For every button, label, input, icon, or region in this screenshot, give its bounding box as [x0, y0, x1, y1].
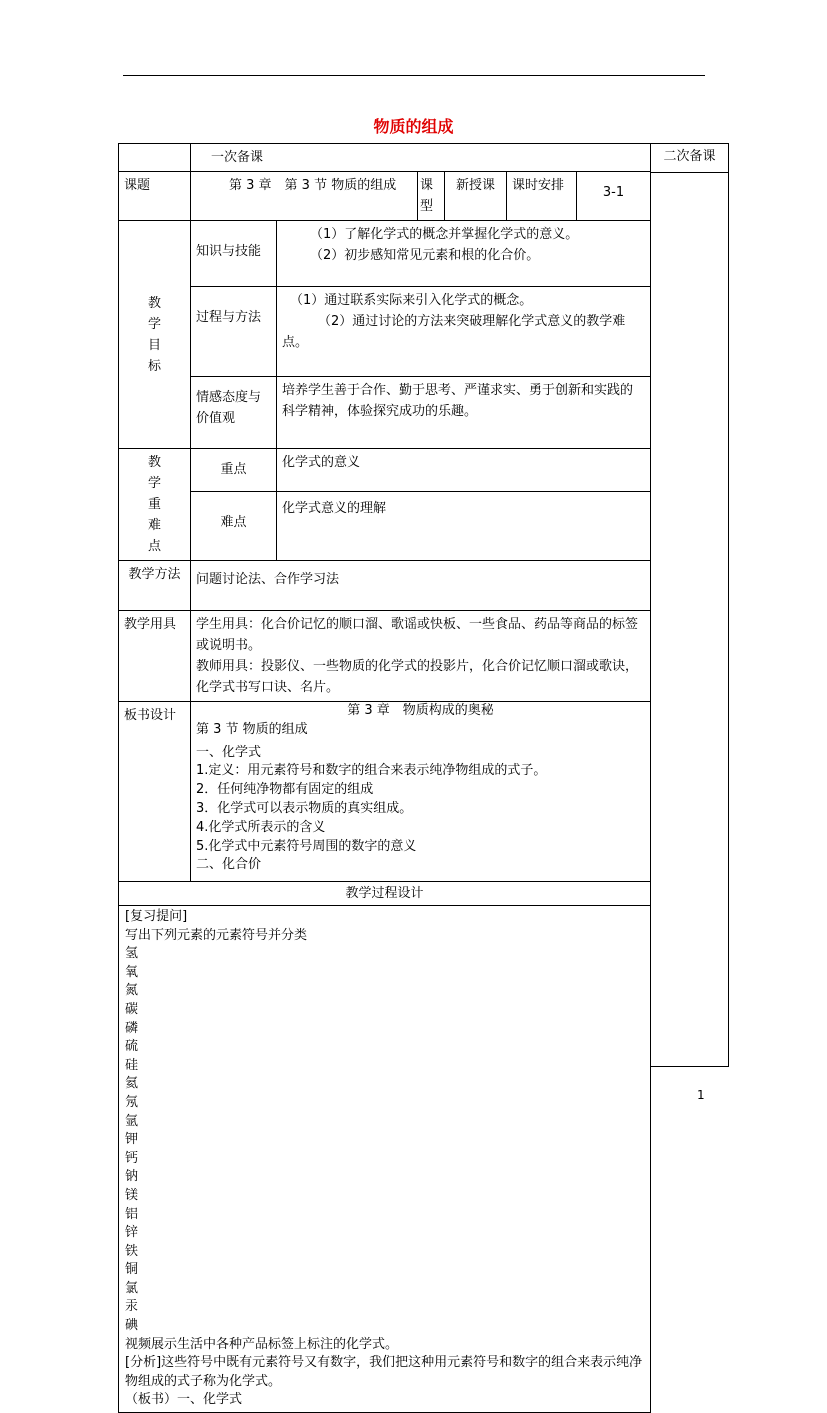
document-title: 物质的组成	[373, 117, 454, 136]
course-label: 课题	[119, 172, 191, 221]
process-content	[119, 906, 651, 1413]
difficulty-label: 难点	[191, 491, 277, 560]
review-tag: [复习提问]	[125, 909, 188, 924]
objective-process-text: （1）通过联系实际来引入化学式的概念。 （2）通过讨论的方法来突破理解化学式意义的教学难点。	[277, 287, 651, 377]
course-hours-label: 课时安排	[507, 172, 577, 221]
course-value: 第 3 章 第 3 节 物质的组成	[191, 172, 418, 221]
video-note: 视频展示生活中各种产品标签上标注的化学式。	[125, 1336, 399, 1352]
objective-attitude-text: 培养学生善于合作、勤于思考、严谨求实、勇于创新和实践的科学精神，体验探究成功的乐趣。	[277, 377, 651, 449]
objective-knowledge-text: （1）了解化学式的概念并掌握化学式的意义。 （2）初步感知常见元素和根的化合价。	[277, 221, 651, 287]
element-row: 铝 锌 铁 铜 氯 汞 碘	[125, 1206, 139, 1334]
element-row: 氦 氖 氩 钾 钙 钠 镁	[125, 1076, 139, 1203]
method-label: 教学方法	[119, 561, 191, 611]
page-number: 1	[697, 1088, 705, 1102]
difficulty-value: 化学式意义的理解	[277, 491, 651, 560]
second-prep-column	[650, 143, 729, 1067]
focus-label: 重点	[191, 449, 277, 492]
first-prep-header: 一次备课	[191, 144, 651, 172]
objectives-label: 教 学 目 标	[119, 221, 191, 449]
board-label: 板书设计	[119, 702, 191, 882]
course-type-value: 新授课	[445, 172, 507, 221]
analysis-note: [分析]这些符号中既有元素符号又有数字，我们把这种用元素符号和数字的组合来表示纯净物组成的式子称为化学式。	[125, 1355, 643, 1389]
course-hours-value: 3-1	[577, 172, 651, 221]
process-heading: 教学过程设计	[119, 882, 651, 906]
corner-cell	[119, 144, 191, 172]
objective-knowledge-label: 知识与技能	[191, 221, 277, 287]
board-note: （板书）一、化学式	[125, 1392, 243, 1408]
second-prep-header: 二次备课	[651, 144, 728, 173]
board-content: 第 3 章 物质构成的奥秘 第 3 节 物质的组成 一、化学式 1.定义：用元素符号和数字的组合来表示纯净物组成的式子。 2．任何纯净物都有固定的组成 3．化学式可以表示物质的真实组成。 4.化学式所表示的含义 5.化学式中元素符号周围的数字的意义 二、化合价	[191, 702, 651, 882]
lesson-plan-table	[118, 143, 651, 1413]
method-value: 问题讨论法、合作学习法	[191, 561, 651, 611]
header-rule	[123, 75, 705, 76]
tools-label: 教学用具	[119, 611, 191, 702]
element-row: 氢 氧 氮 碳 磷 硫 硅	[125, 946, 139, 1073]
course-type-label: 课型	[418, 172, 445, 221]
focus-value: 化学式的意义	[277, 449, 651, 492]
keypoints-label: 教 学 重 难 点	[119, 449, 191, 561]
review-task: 写出下列元素的元素符号并分类	[125, 927, 308, 943]
tools-value: 学生用具：化合价记忆的顺口溜、歌谣或快板、一些食品、药品等商品的标签或说明书。 教师用具：投影仪、一些物质的化学式的投影片，化合价记忆顺口溜或歌诀，化学式书写口诀、名片。	[191, 611, 651, 702]
objective-attitude-label: 情感态度与价值观	[191, 377, 277, 449]
objective-process-label: 过程与方法	[191, 287, 277, 377]
